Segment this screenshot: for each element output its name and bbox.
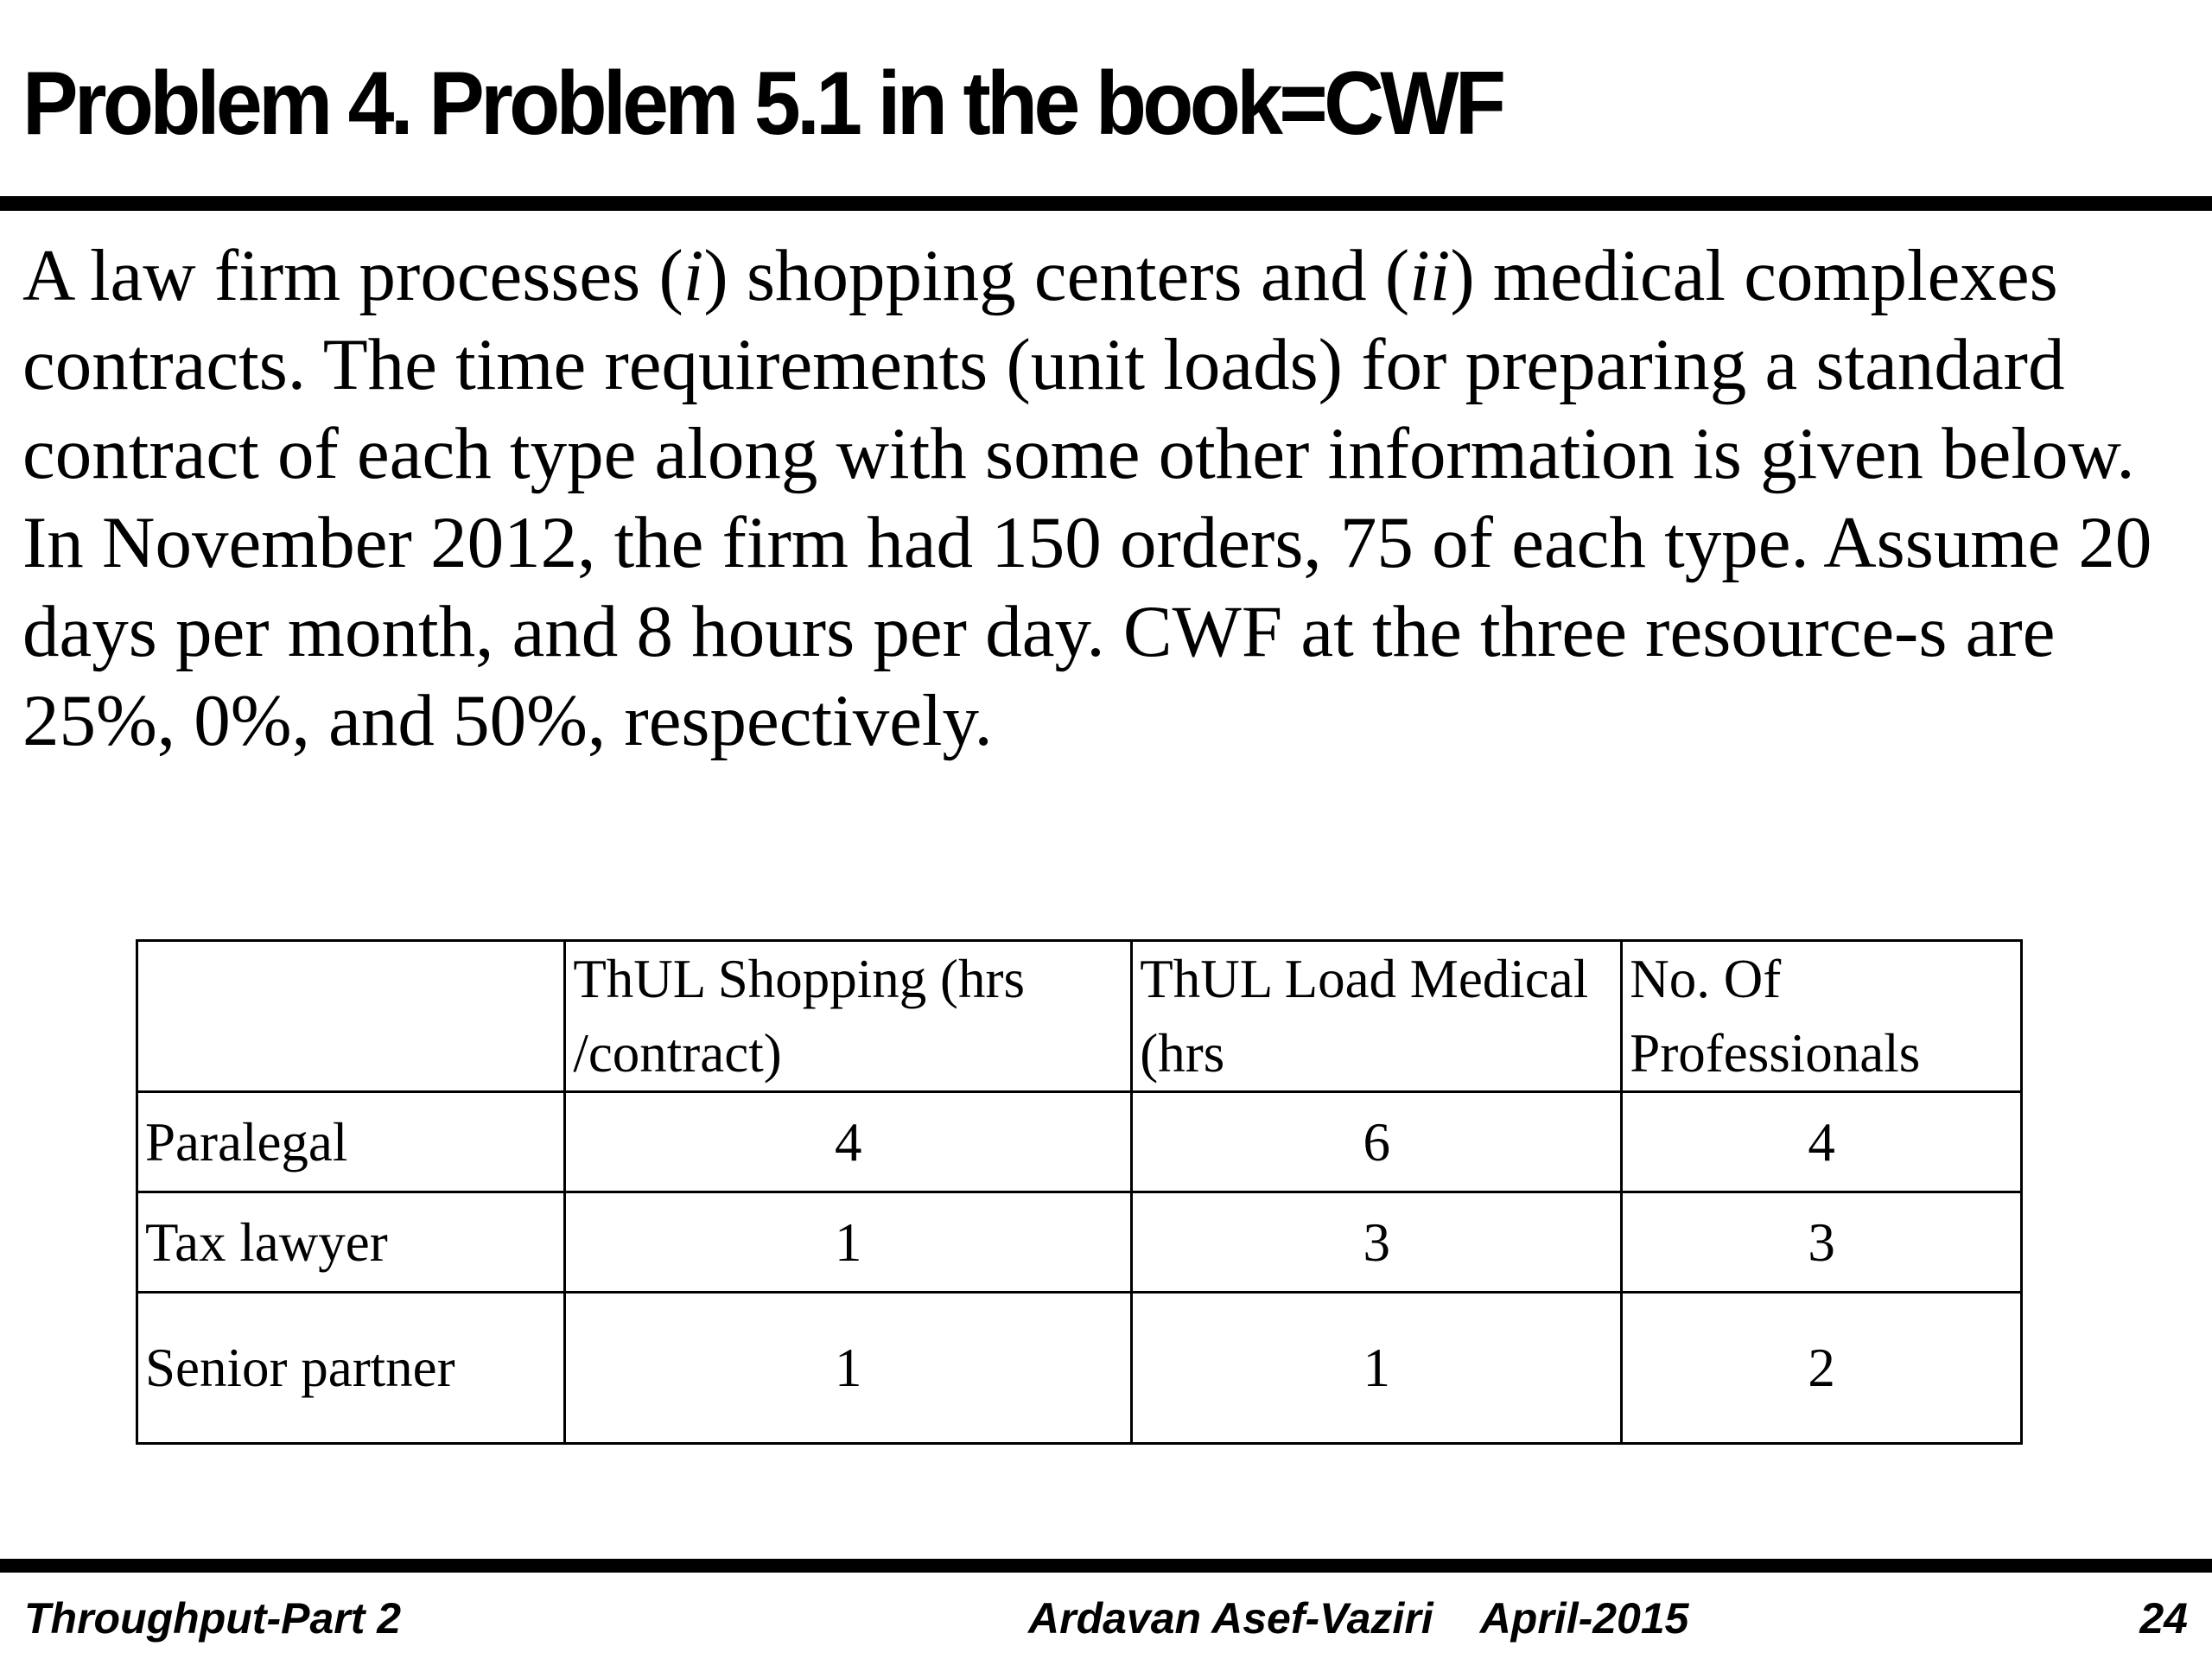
table-header-cell-empty bbox=[137, 941, 565, 1092]
table-header-row bbox=[137, 941, 2022, 1092]
table-header-professionals: No. Of Professionals bbox=[1622, 941, 2022, 1092]
table-header-shopping: ThUL Shopping (hrs /contract) bbox=[565, 941, 1132, 1092]
footer-credits bbox=[1028, 1588, 1688, 1649]
table-cell: 1 bbox=[565, 1192, 1132, 1293]
problem-paragraph bbox=[22, 232, 2183, 766]
table-row bbox=[137, 1192, 2022, 1293]
footer-date: April-2015 bbox=[1479, 1594, 1689, 1643]
table-cell: 4 bbox=[565, 1092, 1132, 1192]
footer-course-title: Throughput-Part 2 bbox=[24, 1594, 402, 1643]
paragraph-text-3: ) medical complexes contracts. The time requirements (unit loads) for preparing a standard contract of each type along with some other information is given below. In November 2012, the firm had 150 orders, 75 of each type. Assume 20 days per month, and 8 hours per day. CWF at the three resource-s are 25%, 0%, and 50%, respectively. bbox=[22, 235, 2152, 761]
table-cell: 1 bbox=[565, 1293, 1132, 1444]
slide-title: Problem 4. Problem 5.1 in the book=CWF bbox=[22, 54, 1503, 154]
footer-divider bbox=[0, 1559, 2212, 1573]
unit-load-table bbox=[136, 939, 2023, 1445]
table-cell: 6 bbox=[1132, 1092, 1622, 1192]
paragraph-italic-i: i bbox=[683, 235, 704, 316]
footer-author: Ardavan Asef-Vaziri bbox=[1028, 1594, 1433, 1643]
table-cell: 3 bbox=[1622, 1192, 2022, 1293]
row-label: Senior partner bbox=[137, 1293, 565, 1444]
paragraph-text-2: ) shopping centers and ( bbox=[703, 235, 1410, 316]
title-divider bbox=[0, 196, 2212, 211]
table-row bbox=[137, 1293, 2022, 1444]
table-cell: 2 bbox=[1622, 1293, 2022, 1444]
table-cell: 4 bbox=[1622, 1092, 2022, 1192]
table-cell: 3 bbox=[1132, 1192, 1622, 1293]
row-label: Paralegal bbox=[137, 1092, 565, 1192]
page-number: 24 bbox=[2139, 1594, 2188, 1643]
row-label: Tax lawyer bbox=[137, 1192, 565, 1293]
table-header-medical: ThUL Load Medical (hrs bbox=[1132, 941, 1622, 1092]
paragraph-italic-ii: ii bbox=[1409, 235, 1451, 316]
table-cell: 1 bbox=[1132, 1293, 1622, 1444]
paragraph-text-1: A law firm processes ( bbox=[22, 235, 683, 316]
table-row bbox=[137, 1092, 2022, 1192]
